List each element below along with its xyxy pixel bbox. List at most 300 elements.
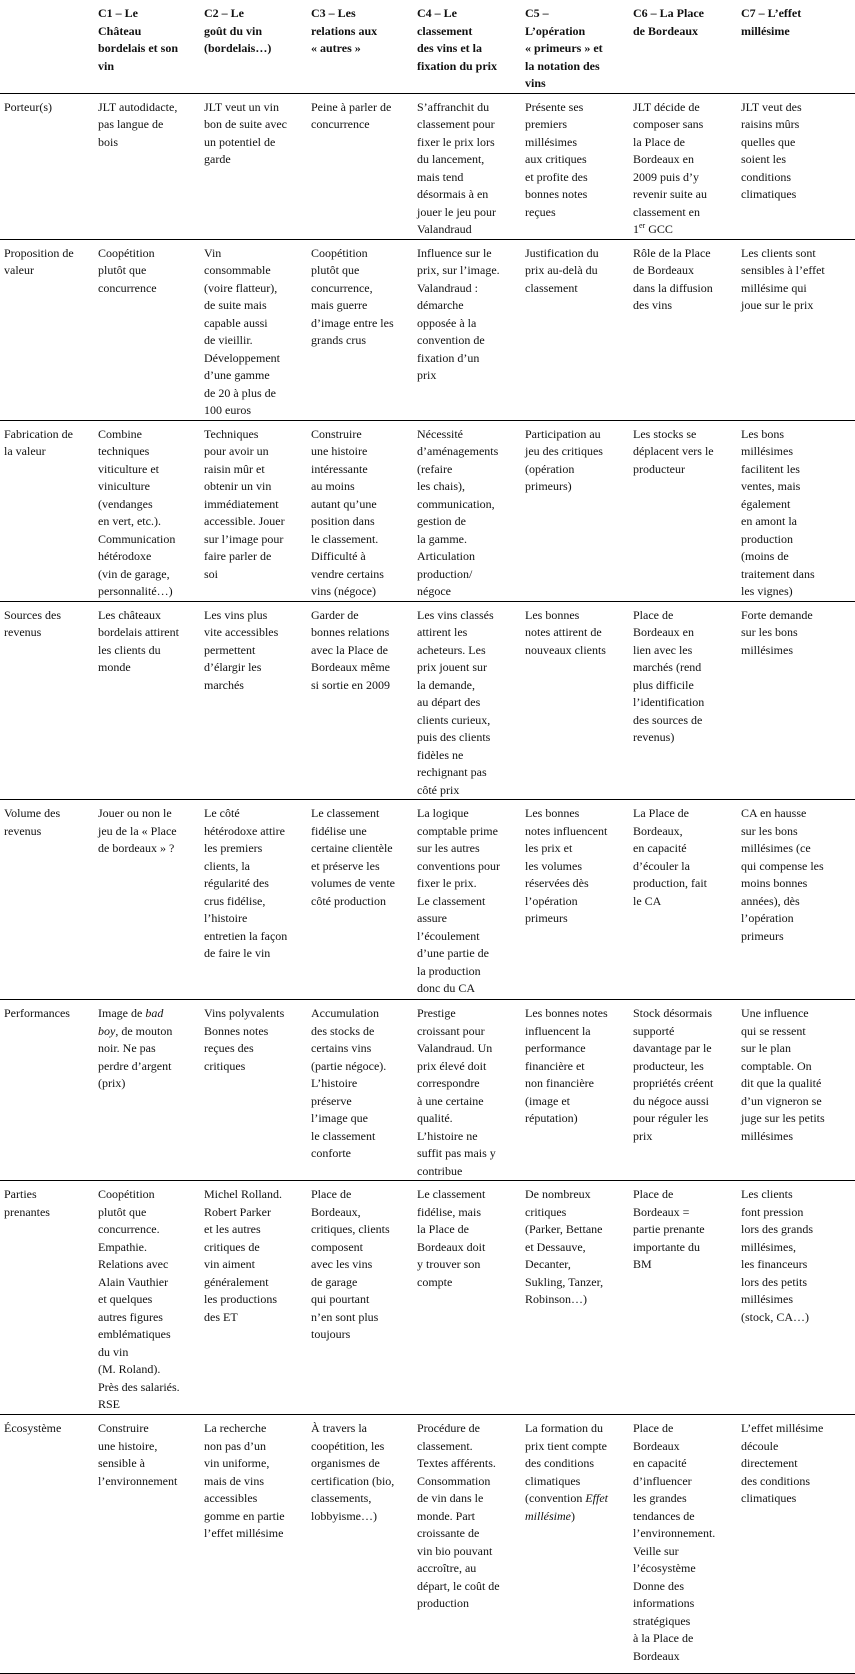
cell-line: avec la Place de [311,642,388,657]
table-row [0,601,855,800]
table-cell [94,800,200,1000]
row-label-line: Sources des [4,607,61,622]
cell-line: dans la diffusion [633,280,713,295]
cell-line: immédiatement [204,496,279,511]
cell-line: De nombreux [525,1187,591,1201]
cell-line: Stock désormais [633,1006,712,1020]
table-cell [737,601,855,800]
table-cell [737,1000,855,1181]
cell-line: fidélise une [311,823,367,838]
cell-line: Rôle de la Place [633,245,711,260]
cell-line: 100 euros [204,403,251,417]
cell-line: prix élevé doit [417,1058,487,1073]
cell-line: classements, [311,1491,372,1505]
cell-line: comptable. On [741,1058,812,1073]
cell-line: Le classement [417,1187,486,1201]
cell-line: l’opération [525,893,578,908]
table-cell [629,1181,737,1415]
cell-line: composent [311,1239,363,1254]
cell-line: fidèles ne [417,747,464,762]
table-row [0,1000,855,1181]
cell-line: (refaire [417,461,453,476]
cell-line: n’en sont plus [311,1309,379,1324]
cell-line: donc du CA [417,981,475,995]
cell-line: Le classement [417,893,486,908]
cell-line: RSE [98,1397,121,1411]
cell-line: clients curieux, [417,712,491,727]
table-cell [413,420,521,601]
cell-line: comptable prime [417,823,498,838]
cell-line: et quelques [98,1292,153,1306]
cell-line: non pas d’un [204,1438,266,1453]
table-cell [94,239,200,420]
cell-line: fidélise, mais [417,1204,481,1219]
cell-line: des sources de [633,712,703,727]
cell-line: Le classement [311,806,380,820]
cell-line: gestion de [417,514,466,528]
cell-line: Textes afférents. [417,1456,496,1470]
cell-line: tendances de [633,1508,695,1523]
cell-line: intéressante [311,461,368,476]
cell-line: les vignes) [741,584,793,598]
table-cell [629,800,737,1000]
cell-line: vin uniforme, [204,1456,270,1470]
row-label-line: revenus [4,823,42,838]
table-cell [413,601,521,800]
table-cell [521,420,629,601]
cell-line: Valandraud [417,222,472,236]
cell-line: L’histoire [311,1076,358,1090]
cell-line: 1er GCC [633,221,673,236]
cell-line: millésime qui [741,280,807,295]
cell-line: Influence sur le [417,245,492,260]
cell-line: opposée à la [417,315,477,330]
cell-line: À travers la [311,1421,367,1435]
cell-line: réputation) [525,1111,578,1125]
cell-line: prix tient compte [525,1438,607,1453]
cell-line: millésimes [741,444,793,458]
row-label-cell [0,1415,94,1674]
cell-line: l’image que [311,1111,368,1125]
cell-line: noir. Ne pas [98,1041,156,1055]
table-cell [307,1000,413,1181]
table-cell [307,93,413,239]
column-header-line: millésime [741,23,790,38]
table-row [0,1415,855,1674]
cell-line: propriétés créent [633,1076,714,1090]
table-cell [200,800,307,1000]
cell-line: Une influence [741,1006,809,1020]
table-cell [737,800,855,1000]
cell-line: soient les [741,152,786,166]
table-cell [200,1415,307,1674]
column-header-line: (bordelais…) [204,41,272,55]
cell-line: Bordeaux en [633,625,694,639]
cell-line: à la Place de [633,1631,694,1645]
cell-line: davantage par le [633,1041,712,1055]
cell-line: notes attirent de [525,625,602,639]
table-cell [413,93,521,239]
column-header-line: la notation des [525,58,600,73]
column-header-line: relations aux [311,23,378,38]
table-cell [521,800,629,1000]
column-header-line: C1 – Le [98,6,138,20]
table-cell [737,420,855,601]
cell-line: S’affranchit du [417,99,490,114]
cell-line: critiques [525,1204,567,1219]
row-label-line: valeur [4,263,34,277]
cell-line: critiques de [204,1239,260,1254]
cell-line: d’aménagements [417,444,499,458]
cell-line: du lancement, [417,152,485,166]
cell-line: ventes, mais [741,479,801,493]
row-label-cell [0,239,94,420]
cell-line: (vendanges [98,496,153,511]
cell-line: Donne des [633,1578,684,1593]
column-header-line: des vins et la [417,41,483,55]
cell-line: fixer le prix. [417,876,477,890]
cell-line: prix [633,1128,653,1143]
column-header-line: « autres » [311,41,361,55]
cell-line: fixer le prix lors [417,134,495,149]
cell-line: accessible. Jouer [204,514,285,528]
cell-line: primeurs) [525,479,572,493]
cell-line: y trouver son [417,1257,481,1271]
table-cell [629,420,737,601]
cell-line: pour avoir un [204,444,269,458]
cell-line: au départ des [417,695,481,709]
cell-line: des ET [204,1309,238,1324]
cell-line: d’écouler la [633,858,690,873]
cell-line: Jouer ou non le [98,806,172,820]
cell-line: lien avec les [633,642,693,657]
cell-line: consommable [204,263,271,277]
column-header-line: C6 – La Place [633,6,704,20]
cell-line: bois [98,134,119,149]
cell-line: toujours [311,1327,351,1341]
cell-line: une histoire [311,444,368,458]
cell-line: Les bonnes [525,806,580,820]
cell-line: un potentiel de [204,134,276,149]
cell-line: Les stocks se [633,426,697,441]
cell-line: l’identification [633,695,705,709]
cell-line: croissant pour [417,1023,485,1038]
cell-line: Place de [633,1421,674,1435]
cell-line: hétérodoxe attire [204,823,285,838]
table-cell [200,420,307,601]
cell-line: Les clients sont [741,245,816,260]
row-label-line: Fabrication de [4,426,73,441]
cell-line: supporté [633,1023,675,1038]
cell-line: sur les bons [741,823,798,838]
table-row [0,239,855,420]
cell-line: coopétition, les [311,1438,385,1453]
cell-line: L’histoire ne [417,1128,478,1143]
cell-line: Participation au [525,426,601,441]
cell-line: dit que la qualité [741,1076,822,1090]
cell-line: financière et [525,1058,585,1073]
cell-line: producteur, les [633,1058,704,1073]
cell-line: production [417,1596,469,1610]
cell-line: Les bonnes [525,607,580,622]
cell-line: 2009 puis d’y [633,169,699,184]
cell-line: de vin dans le [417,1491,484,1505]
cell-line: les financeurs [741,1257,808,1271]
cell-line: garde [204,152,231,166]
row-label-line: Volume des [4,806,61,820]
header-corner-cell [0,0,94,93]
cell-line: les grandes [633,1491,687,1505]
cell-line: bonnes relations [311,625,390,639]
cell-line: Développement [204,350,280,365]
table-cell [307,239,413,420]
cell-line: Image de bad [98,1006,164,1020]
cell-line: performance [525,1041,586,1055]
cell-line: moins bonnes [741,876,808,890]
cell-line: l’écoulement [417,928,480,943]
cell-line: obtenir un vin [204,479,272,493]
cell-line: la gamme. [417,531,467,546]
cell-line: classement pour [417,117,495,131]
column-header-line: de Bordeaux [633,23,699,38]
cell-line: une histoire, [98,1438,158,1453]
cell-line: puis des clients [417,730,491,744]
cell-line: millésimes, [741,1239,796,1254]
cell-line: sensibles à l’effet [741,263,825,277]
cell-line: convention de [417,333,485,347]
cell-line: l’effet millésime [204,1526,284,1540]
cell-line: techniques [98,444,150,458]
cell-line: en amont la [741,514,797,528]
cell-line: correspondre [417,1076,480,1090]
cell-line: CA en hausse [741,806,807,820]
cell-line: les prix et [525,841,573,855]
cell-line: jeu de la « Place [98,823,177,838]
table-cell [94,1181,200,1415]
cell-line: plutôt que [98,1204,147,1219]
cell-line: du négoce aussi [633,1093,709,1108]
table-cell [521,1415,629,1674]
table-cell [200,93,307,239]
cell-line: Construire [98,1421,149,1435]
cell-line: Difficulté à [311,549,366,563]
cell-line: JLT veut un vin [204,99,280,114]
cell-line: Justification du [525,245,599,260]
table-cell [737,1181,855,1415]
cell-line: (vin de garage, [98,566,170,581]
cell-line: généralement [204,1274,269,1289]
cell-line: (image et [525,1093,570,1108]
cell-line: Bordeaux, [633,823,683,838]
cell-line: si sortie en 2009 [311,677,390,692]
table-cell [94,420,200,601]
cell-line: de 20 à plus de [204,385,276,400]
cell-line: millésimes [525,134,577,149]
column-header-c2 [200,0,307,93]
cell-line: Près des salariés. [98,1379,180,1394]
cell-line: climatiques [525,1473,581,1488]
column-header-line: classement [417,23,473,38]
cell-line: Bordeaux en [633,152,694,166]
cell-line: préserve [311,1093,352,1108]
cell-line: mais guerre [311,298,368,312]
column-header-line: C3 – Les [311,6,356,20]
cell-line: des stocks de [311,1023,375,1038]
cell-line: qui compense les [741,858,824,873]
cell-line: (Parker, Bettane [525,1222,603,1236]
cell-line: millésimes [741,642,793,657]
cell-line: lors des grands [741,1222,813,1236]
cell-line: importante du [633,1239,700,1254]
cell-line: entretien la façon [204,928,288,943]
cell-line: Communication [98,531,176,546]
column-header-line: Château [98,23,142,38]
table-cell [737,239,855,420]
cell-line: sensible à [98,1456,145,1470]
cell-line: démarche [417,298,464,312]
column-header-line: fixation du prix [417,58,498,73]
cell-line: les chais), [417,479,465,493]
cell-line: assure [417,911,447,925]
cell-line: Robinson…) [525,1292,588,1306]
cell-line: de Bordeaux [633,263,694,277]
cell-line: contribue [417,1163,463,1178]
table-cell [413,1181,521,1415]
table-cell [307,420,413,601]
column-header-line: C5 – [525,6,549,20]
cell-line: sur le plan [741,1041,791,1055]
cell-line: Les châteaux [98,607,161,622]
cell-line: (stock, CA…) [741,1309,809,1324]
cell-line: bordelais attirent [98,625,179,639]
cell-line: concurrence. [98,1222,160,1236]
cell-line: Les bonnes notes [525,1006,608,1020]
cell-line: Relations avec [98,1257,169,1271]
cell-line: joue sur le prix [741,298,814,312]
cell-line: millésimes [741,1128,793,1143]
cell-line: soi [204,566,219,581]
row-label-line: Porteur(s) [4,99,52,114]
cell-line: de vieillir. [204,333,253,347]
cell-line: en vert, etc.). [98,514,161,528]
column-header-line: C4 – Le [417,6,457,20]
cell-line: (voire flatteur), [204,280,278,295]
cell-line: et profite des [525,169,588,184]
row-label-cell [0,420,94,601]
cell-line: d’élargir les [204,660,262,674]
cell-line: communication, [417,496,495,511]
cell-line: du vin [98,1344,129,1359]
column-header-line: vin [98,58,115,73]
cell-line: conditions [741,169,791,184]
cell-line: directement [741,1456,798,1470]
cell-line: font pression [741,1204,804,1219]
column-header-c3 [307,0,413,93]
cell-line: classement [525,280,578,295]
cell-line: critiques, clients [311,1222,390,1236]
table-cell [94,93,200,239]
cell-line: Vins polyvalents [204,1006,285,1020]
row-label-line: la valeur [4,444,46,458]
cell-line: Veille sur [633,1543,679,1558]
row-label-cell [0,800,94,1000]
cell-line: vendre certains [311,566,384,581]
cell-line: certains vins [311,1041,372,1055]
cell-line: Robert Parker [204,1204,271,1219]
cell-line: accessibles [204,1491,258,1505]
cell-line: crus fidélise, [204,893,266,908]
cell-line: conforte [311,1146,351,1160]
cell-line: Michel Rolland. [204,1187,282,1201]
cell-line: BM [633,1257,652,1271]
cell-line: composer sans [633,117,704,131]
cell-line: Nécessité [417,426,463,441]
cell-line: monde. Part [417,1508,475,1523]
row-label-line: Écosystème [4,1421,62,1435]
cell-line: producteur [633,461,685,476]
cell-line: d’une partie de [417,946,489,960]
table-cell [629,93,737,239]
column-header-c4 [413,0,521,93]
cell-line: acheteurs. Les [417,642,486,657]
cell-line: Peine à parler de [311,99,392,114]
cell-line: facilitent les [741,461,800,476]
cell-line: concurrence [98,280,157,295]
cell-line: de suite mais [204,298,267,312]
table-row [0,420,855,601]
cell-line: boy, de mouton [98,1023,173,1038]
cell-line: croissante de [417,1526,480,1540]
cell-line: critiques [204,1058,246,1073]
row-label-line: revenus [4,625,42,639]
cell-line: et préserve les [311,858,380,873]
cell-line: grands crus [311,333,366,347]
cell-line: autres figures [98,1309,163,1324]
cell-line: Les vins classés [417,607,494,622]
cell-line: attirent les [417,625,468,639]
cell-line: production, fait [633,876,707,890]
cell-line: pour réguler les [633,1111,709,1125]
cell-line: sur les autres [417,841,480,855]
cell-line: quelles que [741,134,796,149]
cell-line: La recherche [204,1421,267,1435]
cell-line: Alain Vauthier [98,1274,169,1289]
cell-line: la production [417,963,481,978]
cell-line: les clients du [98,642,161,657]
cell-line: sur l’image pour [204,531,284,546]
cell-line: gomme en partie [204,1508,285,1523]
cell-line: (opération [525,461,575,476]
cell-line: déplacent vers le [633,444,714,458]
cell-line: avec les vins [311,1257,373,1271]
cell-line: climatiques [741,187,797,201]
row-label-cell [0,1181,94,1415]
table-cell [94,1415,200,1674]
table-cell [413,239,521,420]
column-header-line: C2 – Le [204,6,244,20]
table-cell [94,1000,200,1181]
cell-line: conventions pour [417,858,500,873]
cell-line: Bonnes notes [204,1023,269,1038]
table-cell [629,1000,737,1181]
cell-line: influencent la [525,1023,591,1038]
table-cell [521,601,629,800]
cell-line: marchés (rend [633,660,702,674]
column-header-c1 [94,0,200,93]
cell-line: prix, sur l’image. [417,263,500,277]
cell-line: juge sur les petits [741,1111,825,1125]
cell-line: La logique [417,806,469,820]
